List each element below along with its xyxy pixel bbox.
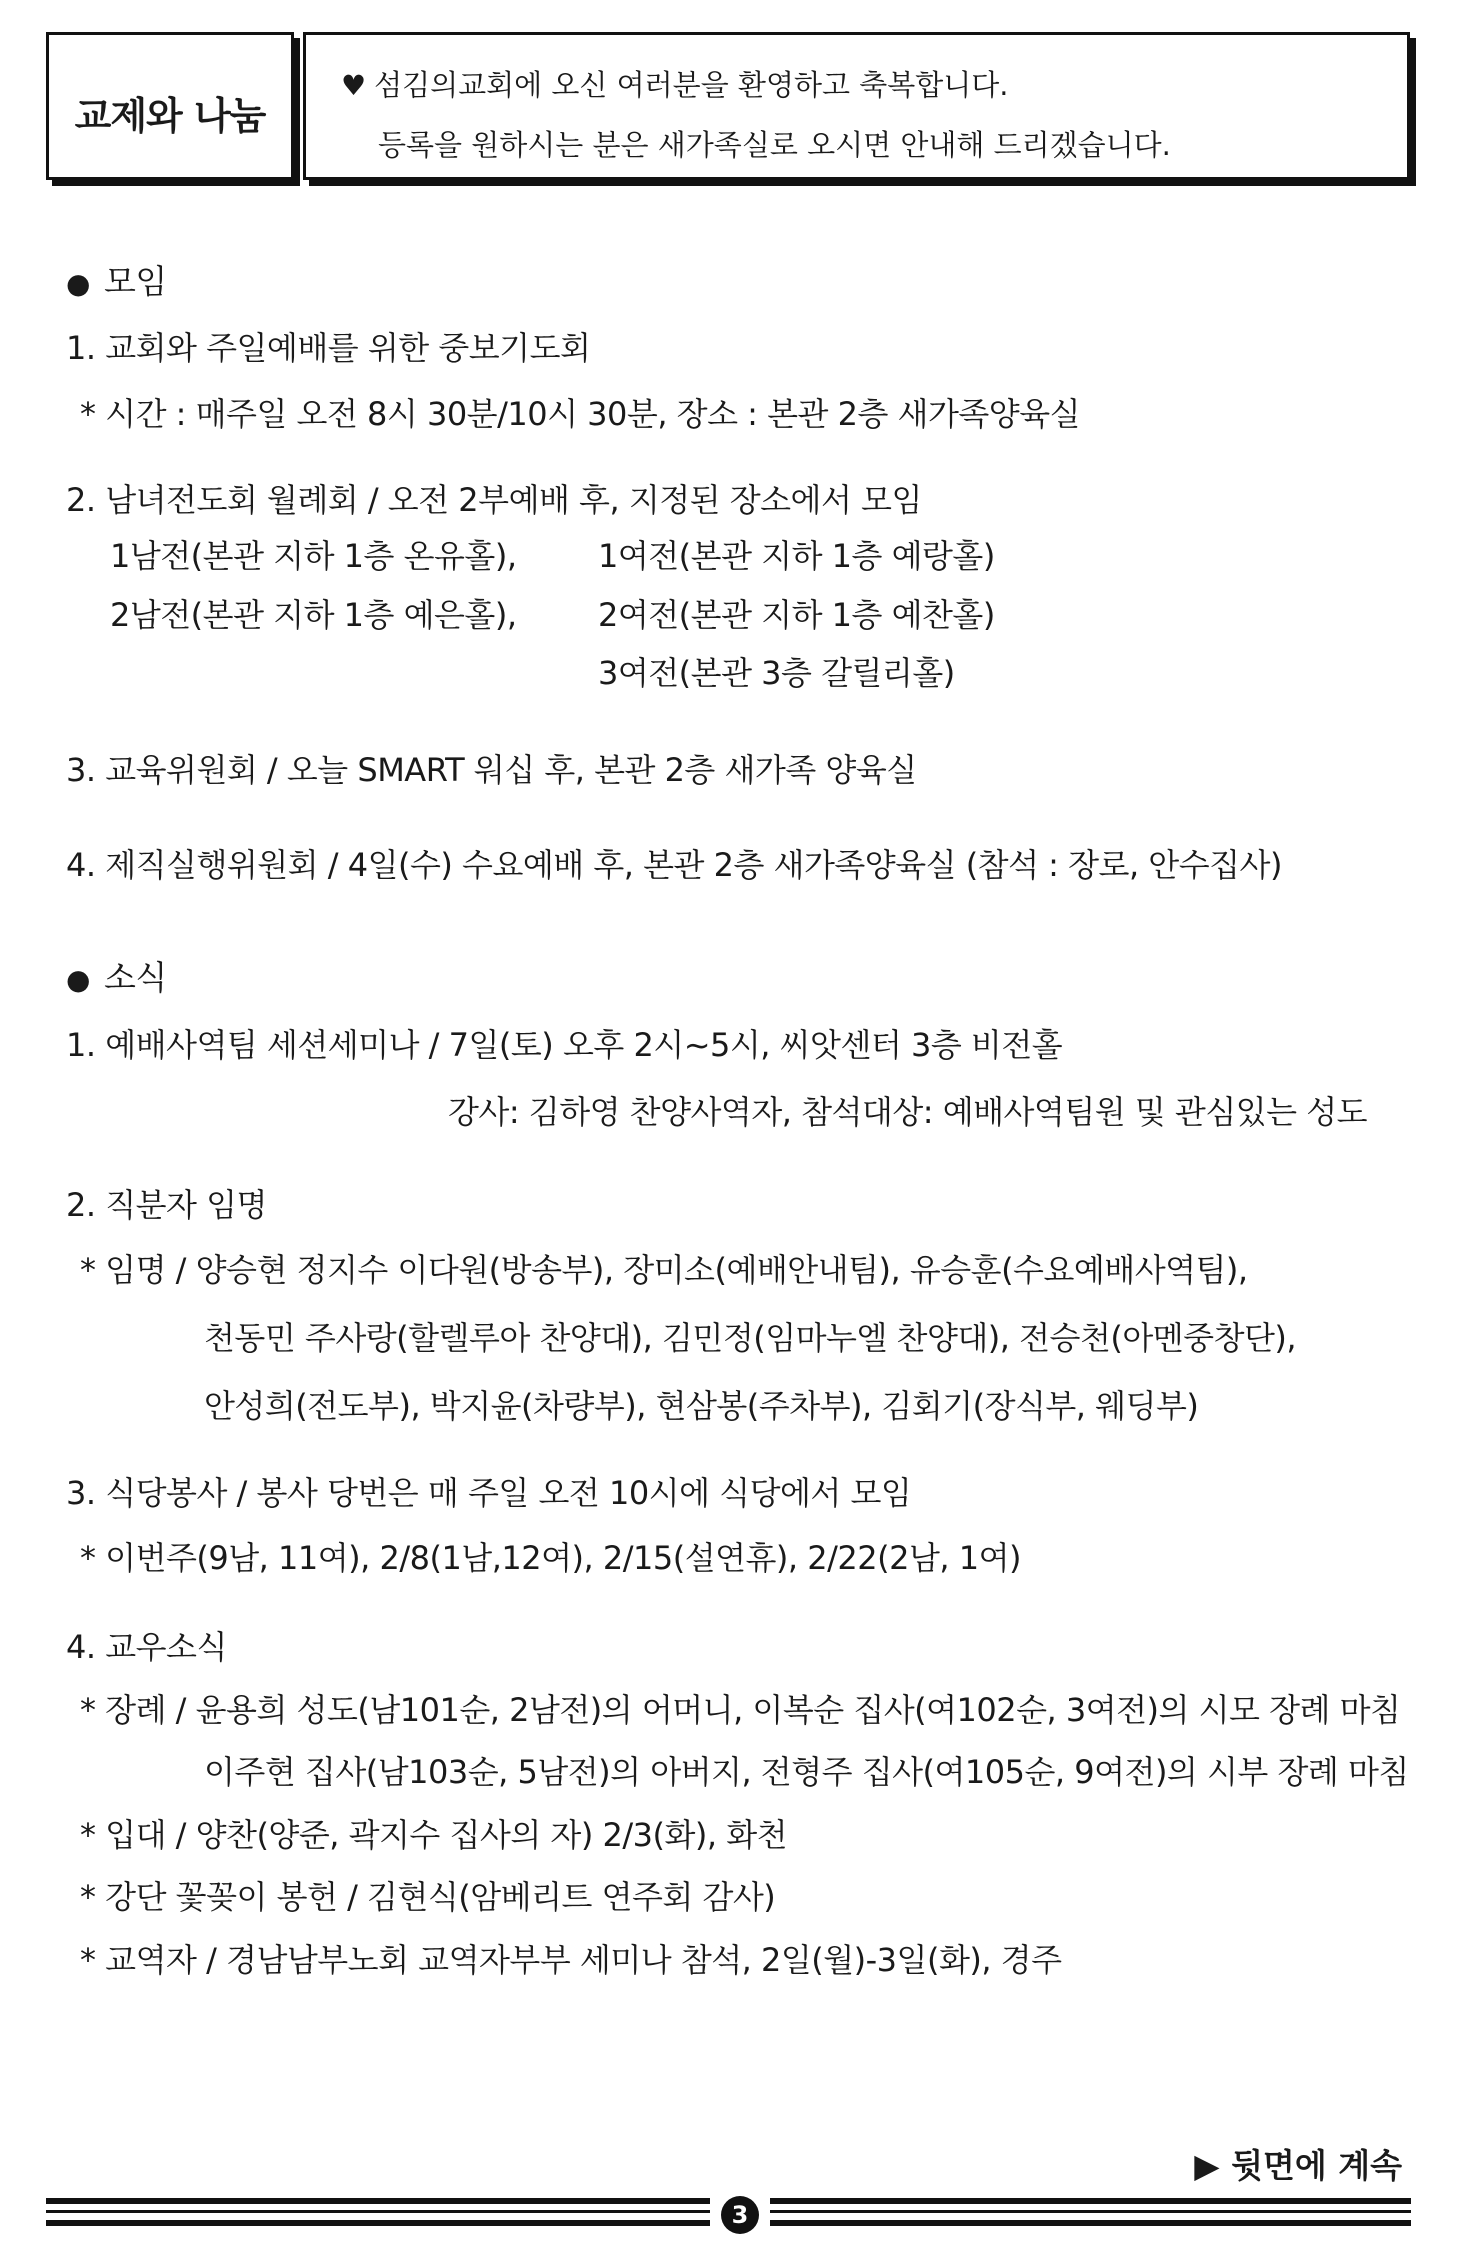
news-4-title: 4. 교우소식	[66, 1628, 227, 1666]
welcome-line-2: 등록을 원하시는 분은 새가족실로 오시면 안내해 드리겠습니다.	[378, 128, 1171, 162]
page-number: 3	[721, 2196, 759, 2234]
welcome-box	[303, 32, 1410, 180]
meeting-2-women-1: 1여전(본관 지하 1층 예랑홀)	[598, 537, 995, 575]
news-4-line-1: * 장례 / 윤용희 성도(남101순, 2남전)의 어머니, 이복순 집사(여102순, 3여전)의 시모 장례 마침	[80, 1691, 1401, 1729]
meeting-1-title: 1. 교회와 주일예배를 위한 중보기도회	[66, 329, 591, 367]
news-4-line-4: * 강단 꽃꽂이 봉헌 / 김현식(암베리트 연주회 감사)	[80, 1878, 776, 1916]
news-2-line-2: 천동민 주사랑(할렐루아 찬양대), 김민정(임마누엘 찬양대), 전승천(아멘중창단),	[204, 1319, 1297, 1357]
heart-icon: ♥	[341, 69, 367, 102]
news-1-detail: 강사: 김하영 찬양사역자, 참석대상: 예배사역팀원 및 관심있는 성도	[448, 1093, 1368, 1131]
news-heading	[66, 958, 167, 1000]
news-1-title: 1. 예배사역팀 세션세미나 / 7일(토) 오후 2시~5시, 씨앗센터 3층 비전홀	[66, 1026, 1063, 1064]
news-3-title: 3. 식당봉사 / 봉사 당번은 매 주일 오전 10시에 식당에서 모임	[66, 1474, 912, 1512]
meeting-2-men-1: 1남전(본관 지하 1층 온유홀),	[110, 537, 517, 575]
meeting-2-title: 2. 남녀전도회 월례회 / 오전 2부예배 후, 지정된 장소에서 모임	[66, 481, 922, 519]
news-3-detail: * 이번주(9남, 11여), 2/8(1남,12여), 2/15(설연휴), 2/22(2남, 1여)	[80, 1539, 1021, 1577]
bullet-icon: ●	[66, 963, 90, 996]
news-heading-text: 소식	[103, 958, 167, 997]
section-title: 교제와 나눔	[74, 94, 266, 138]
welcome-text-1: 섬김의교회에 오신 여러분을 환영하고 축복합니다.	[374, 68, 1009, 102]
news-4-line-2: 이주현 집사(남103순, 5남전)의 아버지, 전형주 집사(여105순, 9여전)의 시부 장례 마침	[204, 1753, 1409, 1791]
meeting-2-women-2: 2여전(본관 지하 1층 예찬홀)	[598, 596, 995, 634]
meeting-1-detail: * 시간 : 매주일 오전 8시 30분/10시 30분, 장소 : 본관 2층 새가족양육실	[80, 395, 1081, 433]
meetings-heading-text: 모임	[103, 262, 167, 301]
meetings-heading	[66, 262, 167, 304]
news-4-line-5: * 교역자 / 경남남부노회 교역자부부 세미나 참석, 2일(월)-3일(화), 경주	[80, 1941, 1062, 1979]
continue-on-back-label: ▶ 뒷면에 계속	[1194, 2146, 1402, 2185]
bullet-icon: ●	[66, 267, 90, 300]
news-4-line-3: * 입대 / 양찬(양준, 곽지수 집사의 자) 2/3(화), 화천	[80, 1816, 788, 1854]
news-2-title: 2. 직분자 임명	[66, 1186, 267, 1224]
welcome-line-1	[341, 63, 1009, 104]
news-2-line-1: * 임명 / 양승현 정지수 이다원(방송부), 장미소(예배안내팀), 유승훈(수요예배사역팀),	[80, 1251, 1248, 1289]
meeting-2-women-3: 3여전(본관 3층 갈릴리홀)	[598, 654, 955, 692]
meeting-2-men-2: 2남전(본관 지하 1층 예은홀),	[110, 596, 517, 634]
section-title-box	[46, 32, 294, 180]
meeting-4: 4. 제직실행위원회 / 4일(수) 수요예배 후, 본관 2층 새가족양육실 (참석 : 장로, 안수집사)	[66, 846, 1282, 884]
news-2-line-3: 안성희(전도부), 박지윤(차량부), 현삼봉(주차부), 김회기(장식부, 웨딩부)	[204, 1387, 1199, 1425]
meeting-3: 3. 교육위원회 / 오늘 SMART 워십 후, 본관 2층 새가족 양육실	[66, 751, 917, 789]
